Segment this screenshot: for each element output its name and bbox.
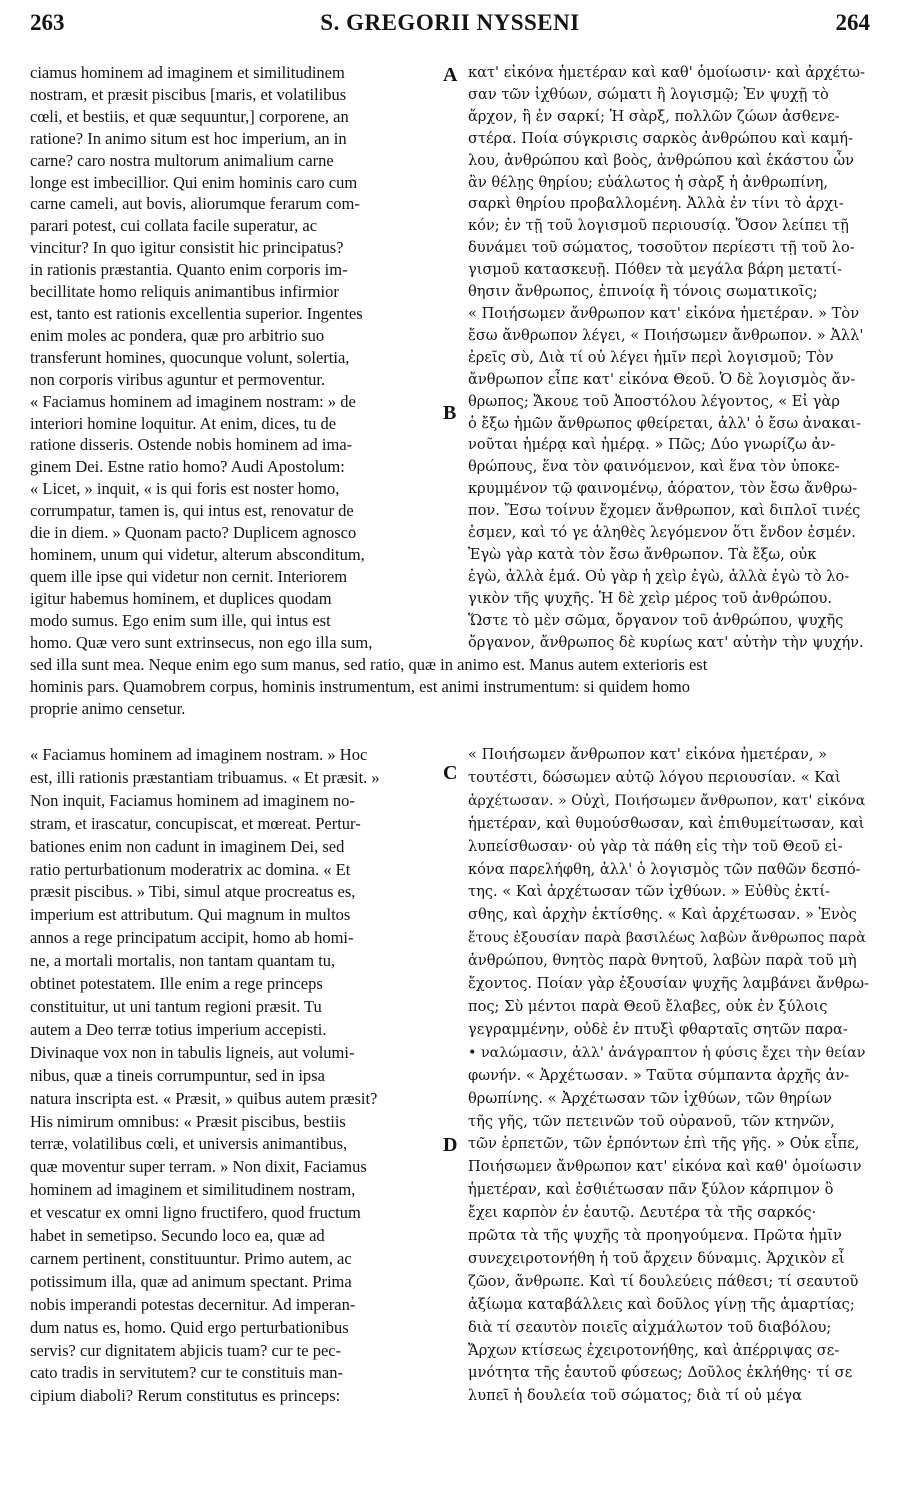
latin-top-line: est, tanto est rationis excellentia superior. Ingentes: [30, 303, 363, 323]
page-number-left: 263: [30, 10, 65, 35]
latin-bottom-line: ratio perturbationum moderatrix ac domina. « Et: [30, 859, 351, 879]
latin-bottom-line: terræ, volatilibus cœli, et universis animantibus,: [30, 1134, 348, 1154]
running-title: S. GREGORII NYSSENI: [320, 10, 580, 35]
greek-top-line: δυνάμει τοῦ σώματος, τοσοῦτον περίεστι τῇ τοῦ λο-: [468, 239, 855, 257]
greek-top-line: ὁ ἔξω ἡμῶν ἄνθρωπος φθείρεται, ἀλλ' ὁ ἔσω ἀνακαι-: [468, 414, 861, 432]
latin-top-line: enim moles ac pondera, quæ pro arbitrio suo: [30, 325, 325, 345]
latin-top-line: ginem Dei. Estne ratio homo? Audi Apostolum:: [30, 457, 345, 477]
greek-bottom-line: τουτέστι, δώσωμεν αὐτῷ λόγου περιουσίαν. « Καὶ: [468, 768, 841, 786]
latin-bottom-line: servis? cur dignitatem abjicis tuam? cur te pec-: [30, 1340, 342, 1360]
greek-bottom-line: « Ποιήσωμεν ἄνθρωπον κατ' εἰκόνα ἡμετέραν, »: [468, 746, 828, 763]
latin-bottom-line: Divinaque vox non in tabulis ligneis, aut volumi-: [30, 1042, 355, 1062]
greek-top-line: ἂν θέλῃς θηρίου; εὐάλωτος ἡ σὰρξ ἡ ἀνθρωπίνη,: [468, 173, 829, 191]
greek-top-line: κρυμμένον τῷ φαινομένῳ, ἀόρατον, τὸν ἔσω ἄνθρω-: [468, 480, 858, 498]
latin-bottom-line: obtinet potestatem. Ille enim a rege princeps: [30, 974, 323, 994]
greek-top-line: λου, ἀνθρώπου καὶ βοὸς, ἀνθρώπου καὶ ἑκάστου ὧν: [468, 151, 854, 169]
greek-top-line: θρωπος; Ἄκουε τοῦ Ἀποστόλου λέγοντος, « Εἰ γὰρ: [468, 392, 840, 410]
latin-top-line: carne cameli, aut bovis, aliorumque ferarum com-: [30, 194, 360, 214]
latin-bottom-line: nibus, quæ a tineis corrumpuntur, sed in ipsa: [30, 1065, 325, 1085]
greek-bottom-line: ζῶον, ἄνθρωπε. Καὶ τί δουλεύεις πάθεσι; τί σεαυτοῦ: [468, 1272, 859, 1290]
latin-top-line: nostram, et præsit piscibus [maris, et volatilibus: [30, 84, 347, 104]
greek-bottom-line: διὰ τί σεαυτὸν ποιεῖς αἰχμάλωτον τοῦ διαβόλου;: [468, 1318, 832, 1336]
latin-bottom-line: stram, et irascatur, concupiscat, et mœreat. Pertur-: [30, 813, 361, 833]
latin-bottom-line: bationes enim non cadunt in imaginem Dei, sed: [30, 836, 345, 856]
latin-bottom-line: natura inscripta est. « Præsit, » quibus autem præsit?: [30, 1088, 378, 1108]
greek-top-line: ἄνθρωπον εἶπε κατ' εἰκόνα Θεοῦ. Ὁ δὲ λογισμὸς ἄν-: [468, 370, 856, 388]
greek-bottom-line: λυπεῖ ἡ δουλεία τοῦ σώματος; διὰ τί οὐ μέγα: [468, 1387, 803, 1405]
greek-top-line: « Ποιήσωμεν ἄνθρωπον κατ' εἰκόνα ἡμετέραν. » Τὸν: [468, 304, 860, 322]
latin-top-line: homo. Quæ vero sunt extrinsecus, non ego illa sum,: [30, 632, 373, 652]
latin-bottom-line: His nimirum omnibus: « Præsit piscibus, bestiis: [30, 1111, 346, 1131]
latin-bottom-line: dum natus es, homo. Quid ergo perturbationibus: [30, 1317, 349, 1337]
greek-column-bottom: [468, 744, 870, 1408]
latin-bottom-line: potissimum illa, quæ ad animum spectant. Prima: [30, 1271, 352, 1291]
greek-bottom-line: Ἄρχων κτίσεως ἐχειροτονήθης, καὶ ἀπέρριψας σε-: [468, 1341, 840, 1359]
latin-top-line: non corporis viribus aguntur et permoventur.: [30, 369, 326, 389]
latin-top-line: igitur habemus hominem, et duplices quodam: [30, 588, 332, 608]
greek-top-line: ἐρεῖς σὺ, Διὰ τί οὐ λέγει ἡμῖν περὶ λογισμοῦ; Τὸν: [468, 348, 834, 366]
latin-bottom-line: cato tradis in servitutem? cur te constituis man-: [30, 1363, 343, 1383]
greek-bottom-line: συνεχειροτονήθη ἡ τοῦ ἄρχειν δύναμις. Ἀρχικὸν εἶ: [468, 1249, 845, 1267]
latin-bottom-line: Non inquit, Faciamus hominem ad imaginem no-: [30, 790, 355, 810]
page-number-right: 264: [835, 10, 870, 35]
latin-top-line: vincitur? In quo igitur consistit hic principatus?: [30, 238, 344, 258]
margin-marker-d: D: [443, 1134, 458, 1156]
greek-top-line: θησιν ἄνθρωπος, ἐπινοίᾳ ἢ τόνοις σωματικοῖς;: [468, 283, 818, 301]
latin-bottom-line: præsit piscibus. » Tibi, simul atque procreatus es,: [30, 882, 356, 902]
greek-top-line: ἐγὼ, ἀλλὰ ἐμά. Οὐ γὰρ ἡ χεὶρ ἐγὼ, ἀλλὰ ἐγὼ τὸ λο-: [468, 567, 850, 585]
greek-bottom-line: λυπείσθωσαν· οὐ γὰρ τὰ πάθη εἰς τὴν τοῦ Θεοῦ εἰ-: [468, 837, 843, 855]
greek-bottom-line: πος; Σὺ μέντοι παρὰ Θεοῦ ἔλαβες, οὐκ ἐν ξύλοις: [468, 997, 828, 1015]
latin-full-line: sed illa sunt mea. Neque enim ego sum manus, sed ratio, quæ in animo est. Manus autem exterioris est: [30, 655, 708, 674]
margin-marker-b: B: [443, 402, 457, 424]
margin-marker-c: C: [443, 762, 458, 784]
greek-bottom-line: • ναλώμασιν, ἀλλ' ἀνάγραπτον ἡ φύσις ἔχει τὴν θείαν: [468, 1044, 866, 1061]
greek-top-line: γικὸν τῆς ψυχῆς. Ἡ δὲ χεὶρ μέρος τοῦ ἀνθρώπου.: [468, 589, 833, 607]
latin-top-line: « Licet, » inquit, « is qui foris est noster homo,: [30, 479, 340, 499]
greek-bottom-line: ἀξίωμα καταβάλλεις καὶ δοῦλος γίνῃ τῆς ἁμαρτίας;: [468, 1295, 855, 1313]
latin-full-line: hominis pars. Quamobrem corpus, hominis instrumentum, est animi instrumentum: si quidem homo: [30, 676, 690, 696]
latin-top-line: hominem, unum qui videtur, alterum absconditum,: [30, 544, 365, 564]
latin-top-line: quem ille ipse qui videtur non cernit. Interiorem: [30, 566, 348, 586]
greek-bottom-line: θρωπίνης. « Ἀρχέτωσαν τῶν ἰχθύων, τῶν θηρίων: [468, 1089, 832, 1107]
greek-top-line: σαρκὶ θηρίου προβαλλομένη. Ἀλλὰ ἐν τίνι τὸ ἀρχι-: [468, 195, 844, 213]
greek-top-line: ἐσμεν, καὶ τό γε ἀληθὲς λεγόμενον ὅτι ἔνδον ἐσμέν.: [468, 524, 856, 542]
latin-column-bottom: [30, 744, 438, 1408]
greek-bottom-line: πρῶτα τὰ τῆς ψυχῆς τὰ προηγούμενα. Πρῶτα ἡμῖν: [468, 1227, 842, 1245]
latin-top-line: « Faciamus hominem ad imaginem nostram: » de: [30, 391, 356, 411]
greek-top-line: στέρα. Ποία σύγκρισις σαρκὸς ἀνθρώπου καὶ καμή-: [468, 129, 853, 147]
page-header: [30, 8, 870, 48]
latin-full-width-paragraph: [30, 654, 870, 720]
greek-bottom-line: φωνήν. « Ἀρχέτωσαν. » Ταῦτα σύμπαντα ἀρχῆς ἀν-: [468, 1066, 850, 1084]
greek-bottom-line: ἀρχέτωσαν. » Οὐχὶ, Ποιήσωμεν ἄνθρωπον, κατ' εἰκόνα: [468, 792, 866, 809]
latin-bottom-line: constituitur, ut uni tantum regioni præsit. Tu: [30, 996, 322, 1016]
greek-top-line: θρώπους, ἕνα τὸν φαινόμενον, καὶ ἕνα τὸν ὑποκε-: [468, 458, 840, 476]
latin-bottom-line: carnem pertinent, constituuntur. Primo autem, ac: [30, 1248, 352, 1268]
latin-bottom-line: ne, a mortali mortalis, non tantam quantam tu,: [30, 951, 336, 971]
greek-bottom-line: κόνα παρελήφθη, ἀλλ' ὁ λογισμὸς τῶν παθῶν δεσπό-: [468, 860, 861, 878]
greek-top-line: Ὥστε τὸ μὲν σῶμα, ὄργανον τοῦ ἀνθρώπου, ψυχῆς: [468, 611, 844, 629]
latin-bottom-line: autem a Deo terræ totius imperium accepisti.: [30, 1019, 327, 1039]
greek-top-line: σαν τῶν ἰχθύων, σώματι ἢ λογισμῷ; Ἐν ψυχῇ τὸ: [468, 85, 829, 103]
latin-column-top: [30, 62, 438, 653]
latin-bottom-line: hominem ad imaginem et similitudinem nostram,: [30, 1180, 356, 1200]
greek-bottom-line: τῆς γῆς, τῶν πετεινῶν τοῦ οὐρανοῦ, τῶν κτηνῶν,: [468, 1112, 835, 1130]
greek-bottom-line: ἀνθρώπου, θνητὸς παρὰ θνητοῦ, λαβὼν παρὰ τοῦ μὴ: [468, 952, 857, 970]
latin-top-line: in rationis præstantia. Quanto enim corporis im-: [30, 260, 348, 280]
latin-bottom-line: est, illi rationis præstantiam tribuamus. « Et præsit. »: [30, 767, 380, 787]
latin-top-line: parari potest, cui collata facile superatur, ac: [30, 216, 318, 236]
greek-top-line: νοῦται ἡμέρᾳ καὶ ἡμέρᾳ. » Πῶς; Δύο γνωρίζω ἀν-: [468, 436, 836, 454]
greek-top-line: κατ' εἰκόνα ἡμετέραν καὶ καθ' ὁμοίωσιν· καὶ ἀρχέτω-: [468, 64, 865, 81]
greek-bottom-line: γεγραμμένην, οὐδὲ ἐν πτυξὶ φθαρταῖς σητῶν παρα-: [468, 1020, 848, 1038]
greek-top-line: Ἐγὼ γὰρ κατὰ τὸν ἔσω ἄνθρωπον. Τὰ ἔξω, οὐκ: [468, 545, 817, 563]
latin-top-line: cœli, et bestiis, et quæ sequuntur,] corporene, an: [30, 106, 349, 126]
latin-top-line: modo sumus. Ego enim sum ille, qui intus est: [30, 610, 331, 630]
greek-bottom-line: ἔχει καρπὸν ἐν ἑαυτῷ. Δευτέρα τὰ τῆς σαρκός·: [468, 1204, 817, 1222]
greek-bottom-line: Ποιήσωμεν ἄνθρωπον κατ' εἰκόνα καὶ καθ' ὁμοίωσιν: [468, 1158, 862, 1176]
greek-bottom-line: ἡμετέραν, καὶ θυμούσθωσαν, καὶ ἐπιθυμείτωσαν, καὶ: [468, 814, 865, 832]
latin-bottom-line: habet in semetipso. Secundo loco ea, quæ ad: [30, 1226, 325, 1246]
latin-bottom-line: quæ moventur super terram. » Non dixit, Faciamus: [30, 1157, 367, 1177]
latin-bottom-line: imperium est attributum. Qui magnum in multos: [30, 905, 351, 925]
latin-bottom-line: annos a rege principatum accipit, homo ab homi-: [30, 928, 354, 948]
latin-top-line: interiori homine loquitur. At enim, dices, tu de: [30, 413, 337, 433]
latin-top-line: becillitate homo reliquis animantibus infirmior: [30, 282, 339, 302]
greek-bottom-line: ἡμετέραν, καὶ ἐσθιέτωσαν πᾶν ξύλον κάρπιμον ὃ: [468, 1181, 834, 1199]
greek-top-line: κόν; ἐν τῇ τοῦ λογισμοῦ περιουσίᾳ. Ὅσον λείπει τῇ: [468, 217, 849, 235]
greek-top-line: ἔσω ἄνθρωπον λέγει, « Ποιήσωμεν ἄνθρωπον. » Ἀλλ': [468, 326, 864, 344]
latin-top-line: carne? caro nostra multorum animalium carne: [30, 150, 334, 170]
latin-top-line: ratione? In animo situm est hoc imperium, an in: [30, 128, 347, 148]
latin-top-line: corrumpatur, tamen is, qui intus est, renovatur de: [30, 501, 354, 521]
greek-top-line: γισμοῦ κατασκευῇ. Πόθεν τὰ μεγάλα βάρη μετατί-: [468, 261, 842, 279]
margin-marker-a: A: [443, 64, 458, 86]
greek-column-top: [468, 62, 870, 653]
latin-top-line: ratione disseris. Ostende nobis hominem ad ima-: [30, 435, 353, 455]
greek-top-line: πον. Ἔσω τοίνυν ἔχομεν ἄνθρωπον, καὶ διπλοῖ τινές: [468, 502, 861, 520]
greek-bottom-line: τῶν ἑρπετῶν, τῶν ἑρπόντων ἐπὶ τῆς γῆς. » Οὐκ εἶπε,: [468, 1135, 860, 1153]
greek-bottom-line: της. « Καὶ ἀρχέτωσαν τῶν ἰχθύων. » Εὐθὺς ἐκτί-: [468, 883, 831, 901]
greek-bottom-line: μνότητα τῆς ἑαυτοῦ φύσεως; Δοῦλος ἐκλήθης· τί σε: [468, 1364, 853, 1382]
greek-bottom-line: ἔτους ἐξουσίαν παρὰ βασιλέως λαβὼν ἄνθρωπος παρὰ: [468, 930, 866, 947]
latin-bottom-line: « Faciamus hominem ad imaginem nostram. » Hoc: [30, 745, 368, 764]
latin-bottom-line: et vescatur ex omni ligno fructifero, quod fructum: [30, 1203, 361, 1223]
greek-bottom-line: σθης, καὶ ἀρχὴν ἐκτίσθης. « Καὶ ἀρχέτωσαν. » Ἐνὸς: [468, 906, 857, 924]
greek-bottom-line: ἔχοντος. Ποίαν γὰρ ἐξουσίαν ψυχῆς λαμβάνει ἄνθρω-: [468, 975, 869, 993]
latin-top-line: longe est imbecillior. Qui enim hominis caro cum: [30, 172, 358, 192]
latin-top-line: die in diem. » Quonam pacto? Duplicem agnosco: [30, 523, 357, 543]
latin-top-line: ciamus hominem ad imaginem et similitudinem: [30, 63, 345, 82]
latin-bottom-line: cipium diaboli? Rerum constitutus es princeps:: [30, 1386, 341, 1406]
latin-full-line: proprie animo censetur.: [30, 698, 186, 718]
latin-bottom-line: nobis imperandi potestas decernitur. Ad imperan-: [30, 1294, 356, 1314]
greek-top-line: ὄργανον, ἄνθρωπος δὲ κυρίως κατ' αὐτὴν τὴν ψυχήν.: [468, 633, 864, 651]
greek-top-line: ἄρχον, ἢ ἐν σαρκί; Ἡ σὰρξ, πολλῶν ζώων ἀσθενε-: [468, 107, 840, 125]
latin-top-line: transferunt homines, quocunque volunt, solertia,: [30, 347, 350, 367]
